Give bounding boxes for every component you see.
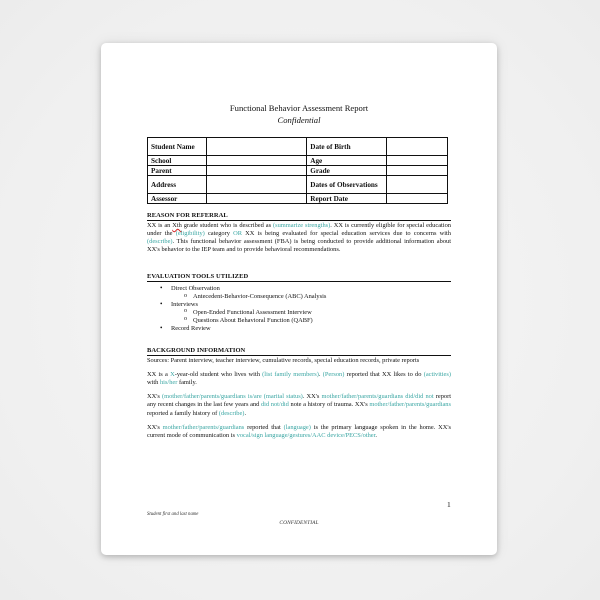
- list-item: • Record Review: [147, 325, 451, 333]
- body-text: reported a family history of: [147, 409, 219, 417]
- body-text: XX's: [147, 423, 163, 431]
- section-heading: BACKGROUND INFORMATION: [147, 347, 451, 356]
- placeholder-text: (list family members): [262, 371, 319, 379]
- table-row: [148, 194, 448, 204]
- section-background-information: [147, 347, 451, 440]
- placeholder-text: (summarize strengths): [272, 222, 331, 230]
- placeholder-text: (language): [283, 423, 311, 431]
- document-subtitle: Confidential: [277, 115, 321, 125]
- page-number: 1: [447, 500, 451, 509]
- section-evaluation-tools: [147, 273, 451, 333]
- placeholder-text: (mother/father/parents/guardians is/are (marital status): [161, 393, 303, 401]
- body-text: family.: [177, 379, 197, 387]
- placeholder-text: (eligibility): [175, 230, 205, 238]
- footer-confidential: CONFIDENTIAL: [279, 520, 319, 526]
- body-text: reported that XX likes to do: [344, 371, 424, 379]
- placeholder-text: did not/did: [260, 401, 289, 409]
- field-date-of-birth[interactable]: [386, 138, 447, 156]
- label-grade: Grade: [307, 166, 387, 176]
- field-assessor[interactable]: [206, 194, 307, 204]
- body-text: XX is an: [147, 222, 173, 230]
- background-paragraph-3: [147, 424, 451, 440]
- body-text: .: [318, 371, 323, 379]
- placeholder-text: (activities): [423, 371, 452, 379]
- background-paragraph-1: [147, 371, 451, 387]
- section-reason-for-referral: [147, 212, 451, 254]
- table-row: [148, 166, 448, 176]
- footer-student-name: Student first and last name: [147, 512, 199, 517]
- body-text: report any recent changes in the last few years and: [147, 393, 451, 409]
- field-age[interactable]: [386, 156, 447, 166]
- body-text: -year-old student who lives with: [174, 371, 263, 379]
- label-report-date: Report Date: [307, 194, 387, 204]
- label-school: School: [148, 156, 207, 166]
- body-text: .: [244, 409, 247, 417]
- body-text: .: [375, 431, 378, 439]
- list-item: o Questions About Behavioral Function (QABF): [147, 317, 451, 325]
- body-text: reported that: [244, 423, 284, 431]
- label-age: Age: [307, 156, 387, 166]
- label-address: Address: [148, 176, 207, 194]
- field-dates-of-observations[interactable]: [386, 176, 447, 194]
- field-address[interactable]: [206, 176, 307, 194]
- body-text: . This functional behavior assessment (FBA) is being conducted to provide additional information about XX's behavior to the IEP team and to provide behavioral recommendations.: [147, 238, 451, 254]
- background-paragraph-2: [147, 393, 451, 417]
- tools-list: [147, 285, 451, 332]
- document-title: Functional Behavior Assessment Report: [229, 103, 369, 113]
- table-row: [148, 156, 448, 166]
- placeholder-text: vocal/sign language/gestures/AAC device/PECS/other: [236, 431, 376, 439]
- body-text: . XX's: [302, 393, 322, 401]
- body-text: XX is being evaluated for special education services due to concerns with: [242, 230, 451, 238]
- field-grade[interactable]: [386, 166, 447, 176]
- body-text: . XX is currently eligible for special education under the: [147, 222, 451, 238]
- body-text: category: [204, 230, 234, 238]
- sources-paragraph: Sources: Parent interview, teacher interview, cumulative records, special education records, private reports: [147, 357, 420, 365]
- body-text: XX's: [147, 393, 162, 401]
- section-heading: REASON FOR REFERRAL: [147, 212, 451, 221]
- label-date-of-birth: Date of Birth: [307, 138, 387, 156]
- list-item: o Open-Ended Functional Assessment Interview: [147, 309, 451, 317]
- placeholder-text: mother/father/parents/guardians did/did not: [321, 393, 434, 401]
- body-text: XX is a: [147, 371, 171, 379]
- label-student-name: Student Name: [148, 138, 207, 156]
- document-page: [101, 43, 497, 555]
- list-item: • Direct Observation: [147, 285, 451, 293]
- label-dates-of-observations: Dates of Observations: [307, 176, 387, 194]
- referral-paragraph: [147, 222, 451, 254]
- student-info-table: [147, 137, 448, 204]
- spellcheck-flagged-text: Xth: [172, 222, 182, 230]
- body-text: note a history of trauma. XX's: [288, 401, 370, 409]
- placeholder-text: X: [170, 371, 175, 379]
- field-report-date[interactable]: [386, 194, 447, 204]
- list-item: o Antecedent-Behavior-Consequence (ABC) Analysis: [147, 293, 451, 301]
- label-parent: Parent: [148, 166, 207, 176]
- label-assessor: Assessor: [148, 194, 207, 204]
- section-heading: EVALUATION TOOLS UTILIZED: [147, 273, 451, 282]
- list-item: • Interviews: [147, 301, 451, 309]
- placeholder-text: mother/father/parents/guardians: [369, 401, 451, 409]
- body-text: is the primary language spoken in the home. XX's current mode of communication is: [147, 423, 451, 439]
- placeholder-text: his/her: [159, 379, 178, 387]
- placeholder-text: mother/father/parents/guardians: [162, 423, 245, 431]
- table-row: [148, 176, 448, 194]
- placeholder-text: (Person): [322, 371, 345, 379]
- placeholder-text: (describe): [218, 409, 245, 417]
- field-school[interactable]: [206, 156, 307, 166]
- field-parent[interactable]: [206, 166, 307, 176]
- placeholder-text: (describe): [147, 238, 173, 246]
- table-row: [148, 138, 448, 156]
- placeholder-text: OR: [233, 230, 243, 238]
- body-text: with: [147, 379, 160, 387]
- body-text: grade student who is described as: [181, 222, 273, 230]
- field-student-name[interactable]: [206, 138, 307, 156]
